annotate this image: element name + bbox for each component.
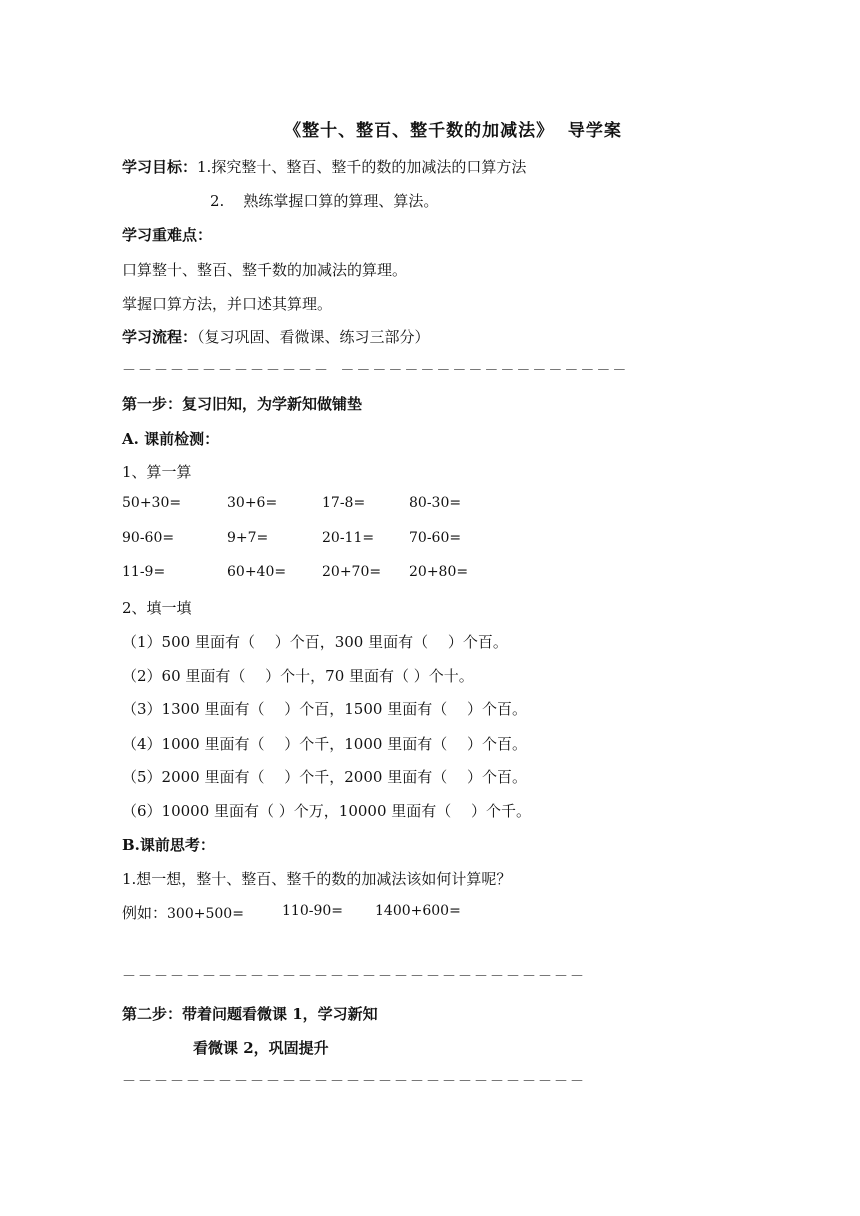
fill-item: （3）1300 里面有（ ）个百，1500 里面有（ ）个百。 <box>122 700 527 718</box>
section-a-label: A. 课前检测： <box>122 430 220 448</box>
calc-cell: 70-60= <box>409 530 462 546</box>
calc-cell: 20+70= <box>322 564 382 580</box>
calc-cell: 20+80= <box>409 564 469 580</box>
calc-cell: 30+6= <box>227 495 278 511</box>
calc-cell: 90-60= <box>122 530 175 546</box>
keypoints-line-1: 口算整十、整百、整千数的加减法的算理。 <box>122 261 408 279</box>
title-suffix: 导学案 <box>567 121 622 141</box>
title-main: 《整十、整百、整千数的加减法》 <box>284 121 555 141</box>
fill-item: （5）2000 里面有（ ）个千，2000 里面有（ ）个百。 <box>122 768 527 786</box>
calc-cell: 17-8= <box>322 495 366 511</box>
goals-item-2: 熟练掌握口算的算理、算法。 <box>243 192 439 210</box>
process-line <box>122 326 430 347</box>
fill-item: （6）10000 里面有（ ）个万，10000 里面有（ ）个千。 <box>122 802 532 820</box>
step2-subheading: 看微课 2，巩固提升 <box>193 1039 329 1057</box>
keypoints-line-2: 掌握口算方法，并口述其算理。 <box>122 295 333 313</box>
example-item: 110-90= <box>282 903 343 919</box>
process-text: （复习巩固、看微课、练习三部分） <box>197 328 430 346</box>
dashed-separator-2: －－－－－－－－－－－－－－－－－－－－－－－－－－－－－ <box>122 969 586 985</box>
example-item: 1400+600= <box>375 903 461 919</box>
dashed-separator-1: －－－－－－－－－－－－－ －－－－－－－－－－－－－－－－－－ <box>122 363 629 379</box>
example-item: 300+500= <box>167 906 244 922</box>
fill-item: （4）1000 里面有（ ）个千，1000 里面有（ ）个百。 <box>122 735 527 753</box>
think-question: 1.想一想，整十、整百、整千的数的加减法该如何计算呢？ <box>122 870 512 888</box>
calc-cell: 11-9= <box>122 564 166 580</box>
example-label: 例如： <box>122 904 168 922</box>
calc-cell: 80-30= <box>409 495 462 511</box>
keypoints-label: 学习重难点： <box>122 226 213 244</box>
section-b-label: B.课前思考： <box>122 836 215 854</box>
step2-heading: 第二步：带着问题看微课 1，学习新知 <box>122 1005 378 1023</box>
goals-item-1: 1.探究整十、整百、整千的数的加减法的口算方法 <box>197 158 527 176</box>
calc-cell: 60+40= <box>227 564 287 580</box>
goals-item-2-number: 2. <box>210 192 225 210</box>
dashed-separator-3: －－－－－－－－－－－－－－－－－－－－－－－－－－－－－ <box>122 1074 586 1090</box>
calc-title: 1、算一算 <box>122 463 192 481</box>
page-title <box>0 116 860 141</box>
fill-item: （1）500 里面有（ ）个百，300 里面有（ ）个百。 <box>122 633 508 651</box>
goals-line-1 <box>122 156 526 177</box>
example-line <box>122 902 244 923</box>
goals-line-2 <box>210 190 438 211</box>
calc-cell: 9+7= <box>227 530 269 546</box>
process-label: 学习流程： <box>122 328 198 346</box>
step1-heading: 第一步：复习旧知，为学新知做铺垫 <box>122 395 363 413</box>
calc-cell: 50+30= <box>122 495 182 511</box>
fill-title: 2、填一填 <box>122 599 192 617</box>
fill-item: （2）60 里面有（ ）个十，70 里面有（ ）个十。 <box>122 667 474 685</box>
goals-label: 学习目标： <box>122 158 198 176</box>
calc-cell: 20-11= <box>322 530 375 546</box>
